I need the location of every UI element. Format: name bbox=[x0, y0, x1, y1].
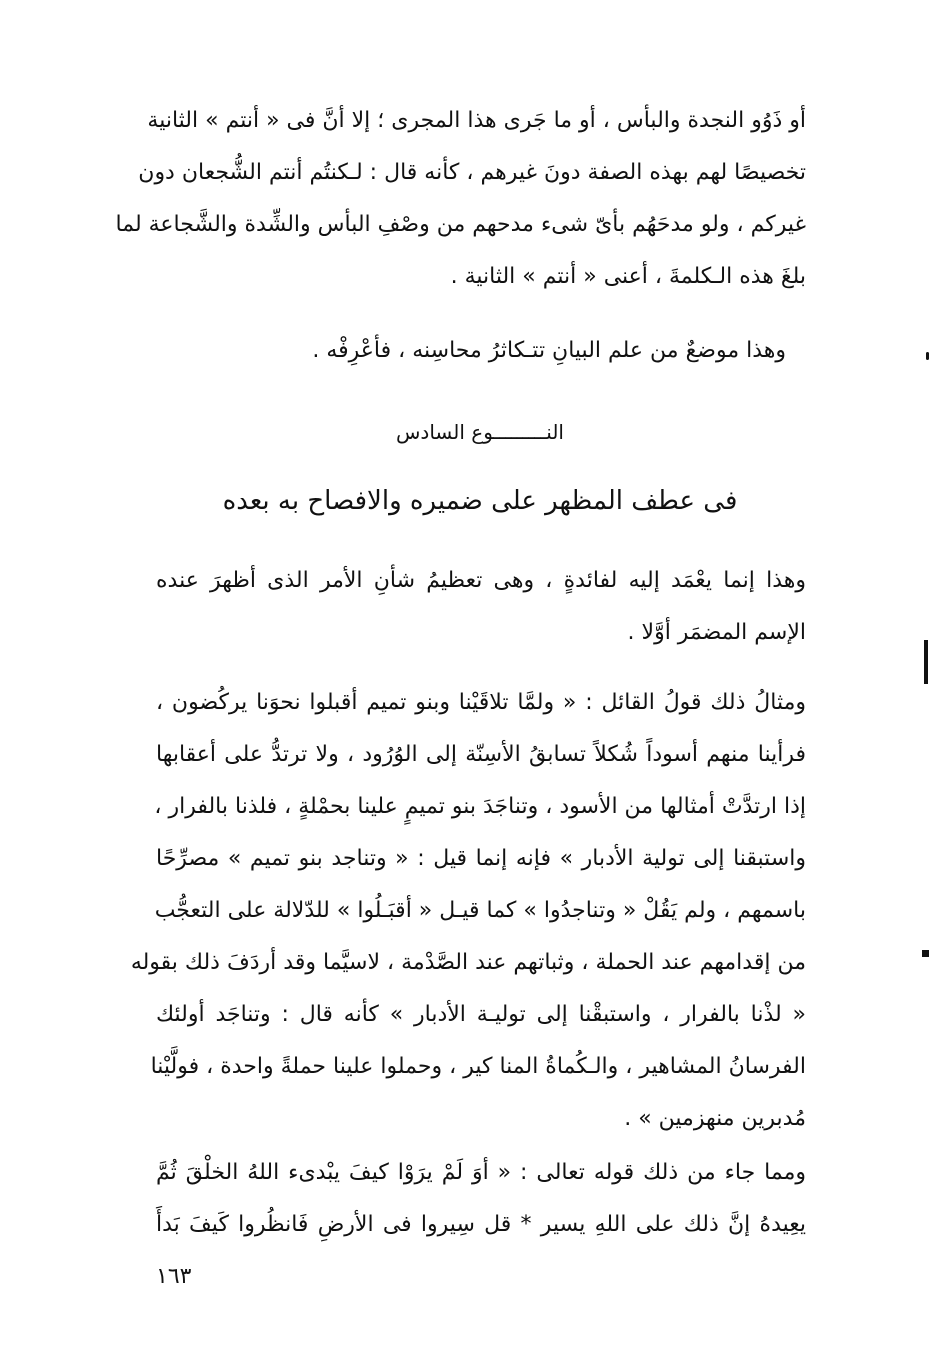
text-line: الفرسانُ المشاهير ، والـكُماةُ المنا كير ، وحملوا علينا حملةً واحدة ، فولَّيْنا bbox=[150, 1054, 806, 1079]
text-line: تخصيصًا لهم بهذه الصفة دونَ غيرهم ، كأنه قال : لـكنتُم أنتم الشُّجعان دون bbox=[138, 160, 806, 185]
text-line: بلغَ هذه الـكلمةَ ، أعنى « أنتم » الثانية . bbox=[450, 264, 806, 289]
text-line: الإسم المضمَر أوَّلا . bbox=[627, 620, 806, 645]
scan-mark bbox=[922, 950, 929, 957]
section-title: النـــــــــوع السادس bbox=[396, 420, 564, 444]
text-line: باسمهم ، ولم يَقُلْ « وتناجدُوا » كما قيـل « أقبَـلُوا » للدّلالة على التعجُّب bbox=[154, 898, 806, 923]
text-line: وهذا موضعٌ من علم البيانِ تتـكاثرُ محاسِنه ، فأعْرِفْه . bbox=[312, 338, 786, 363]
text-line: من إقدامهم عند الحملة ، وثباتهم عند الصَّدْمة ، لاسيَّما وقد أردَفَ ذلك بقوله bbox=[130, 950, 806, 975]
text-line: إذا ارتدَّتْ أمثالها من الأسود ، وتناجَدَ بنو تميمٍ علينا بحمْلةٍ ، فلذنا بالفرار ، bbox=[154, 794, 806, 819]
text-line: يعِيدهُ إنَّ ذلك على اللهِ يسير * قل سِيروا فى الأرضِ فَانظُروا كَيفَ بَدأَ bbox=[156, 1212, 806, 1237]
text-line: فرأينا منهم أسوداً شُكلاً تسابقُ الأسِنّة إلى الوُرُود ، ولا ترتدُّ على أعقابها bbox=[156, 742, 806, 767]
text-line: غيركم ، ولو مدحَهُم بأىّ شىء مدحهم من وصْفِ البأس والشِّدة والشَّجاعة لما bbox=[115, 212, 806, 237]
page-number: ١٦٣ bbox=[156, 1264, 192, 1289]
text-line: وهذا إنما يعْمَد إليه لفائدةٍ ، وهى تعظيمُ شأنِ الأمر الذى أظهرَ عنده bbox=[156, 568, 806, 593]
text-line: ومثالُ ذلك قولُ القائل : « ولمَّا تلاقَيْنا وبنو تميم أقبلوا نحوَنا يركُضون ، bbox=[156, 690, 806, 715]
scan-mark bbox=[926, 352, 929, 360]
text-line: أو ذَوُو النجدة والبأس ، أو ما جَرى هذا المجرى ؛ إلا أنَّ فى « أنتم » الثانية bbox=[147, 108, 806, 133]
text-line: « لذْنا بالفرار ، واستبقْنا إلى توليـة الأدبار » كأنه قال : وتناجَد أولئك bbox=[156, 1002, 806, 1027]
section-subtitle: فى عطف المظهر على ضميره والافصاح به بعده bbox=[222, 486, 738, 516]
text-line: ومما جاء من ذلك قوله تعالى : « أوَ لَمْ يرَوْا كيفَ يبْدىء اللهُ الخلْقَ ثُمَّ bbox=[156, 1160, 806, 1185]
text-line: مُدبرين منهزمين » . bbox=[624, 1106, 806, 1131]
text-line: واستبقنا إلى تولية الأدبار » فإنه إنما قيل : « وتناجد بنو تميم » مصرِّحًا bbox=[156, 846, 806, 871]
scan-mark bbox=[924, 640, 928, 684]
